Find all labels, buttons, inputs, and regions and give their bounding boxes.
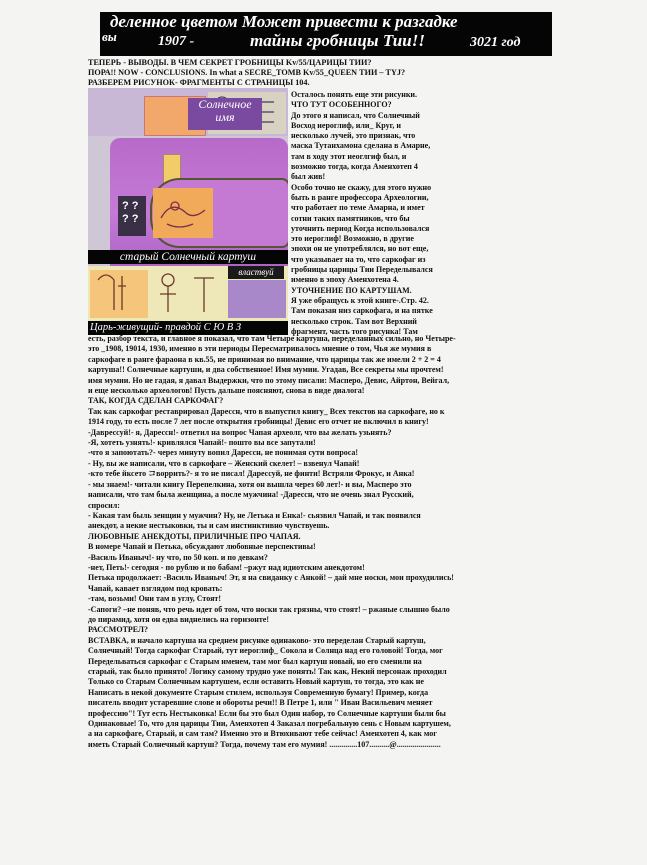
text-line: Особо точно не скажу, для этого нужно: [291, 182, 432, 192]
body-line: 1914 году, то есть после 7 лет после открытия гробницы! Девис его отчет не включил в книгу!: [88, 417, 429, 427]
text-line: был жив!: [291, 172, 326, 182]
body-line: В номере Чапай и Петька, обсуждают любовные перспективы!: [88, 542, 316, 552]
body-line: -кто тебе йксето コворрить?- я то не писал! Дарессуй, не финти! Встряли Фрокус, и Анка!: [88, 469, 415, 479]
right-column-text: [291, 90, 537, 337]
text-line: гробницы царицы Тии Переделывался: [291, 265, 433, 275]
body-line: -там, возьми! Они там в углу, Стоят!: [88, 594, 221, 604]
orange-highlight-middle: [153, 188, 213, 238]
text-line: там в ходу этот иеоглгиф был, и: [291, 151, 407, 161]
body-text: [88, 334, 550, 750]
text-line: ЧТО ТУТ ОСОБЕННОГО?: [291, 100, 392, 110]
banner-year-end: 3021 год: [470, 35, 521, 50]
text-line: маска Тутанхамона сделана в Амарне,: [291, 141, 431, 151]
bird-glyph-drawing: [153, 188, 213, 238]
banner-line-1: деленное цветом Может привести к разгадке: [110, 12, 458, 31]
body-line: Чапай, кавает взглядом под кровать:: [88, 583, 223, 593]
body-line: -Даврессуй!- я, Дарессн!- ответил на вопрос Чапая археолг, что вы желать узьнять?: [88, 427, 392, 437]
body-line: Так как саркофаг реставрировал Дарессн, что в выпустил книгу_ Всех текстов на саркофаге, но к: [88, 406, 445, 416]
body-line: -Василь Иваныч!- ну что, по 50 коп. и по девкам?: [88, 552, 268, 562]
body-line: Написать в некой документе Старым стилем, используя Современную бумагу! Пример, когда: [88, 687, 429, 697]
body-line: это _1908, 19014, 1930, именно в эти периоды Пересматривалось мнение о том, Чья же мумия в: [88, 344, 432, 354]
body-line: анекдот, а некие нестыковки, ты и сам инстинктивно чувствуешь.: [88, 521, 330, 531]
banner-line-2: тайны гробницы Тии!!: [250, 31, 425, 50]
banner-year-start: 1907 -: [158, 34, 195, 49]
text-line: фрагмент, часть того рисунка! Там: [291, 326, 418, 336]
text-line: именно в эпоху Аменхотена 4.: [291, 275, 399, 285]
sun-name-label-text: Солнечное имя: [198, 97, 252, 124]
text-line: уточнить период Когда использовался: [291, 223, 430, 233]
text-line: несколько лучей, это признак, что: [291, 131, 416, 141]
section-heading: РАССМОТРЕЛ?: [88, 625, 148, 635]
text-line: что работает по теме Амарна, и имет: [291, 203, 425, 213]
body-line: до пирамид, хотя он едва виднелись на горизонте!: [88, 614, 270, 624]
text-line: УТОЧНЕНИЕ ПО КАРТУШАМ.: [291, 285, 412, 295]
intro-line: РАЗБЕРЕМ РИСУНОК- ФРАГМЕНТЫ С СТРАНИЦЫ 104.: [88, 78, 310, 87]
text-line: Восход иероглиф, или_ Круг, и: [291, 120, 401, 130]
section-heading: ЛЮБОВНЫЕ АНЕКДОТЫ, ПРИЛИЧНЫЕ ПРО ЧАПАЯ.: [88, 531, 301, 541]
body-line: профессию"! Тут есть Нестыковка! Если бы это был Один набор, то Солнечные картуши были бы: [88, 708, 446, 718]
purple-highlight-bottom: [228, 280, 286, 318]
banner-vy: вы: [102, 29, 117, 44]
body-line: писатель вводит устаревшие слове и обороты речи!! В Петре 1, или " Иван Васильевич меняет: [88, 698, 433, 708]
body-line: имя мумии. Но не гадая, я давал Выдержки, что по этому писали: Масперо, Девис, Айртон, Вейгал,: [88, 375, 450, 385]
body-line: картуша!! Солнечные картуши, и два собственное! Имя мумии. Угадав, Все секреты мы прочтем!: [88, 365, 444, 375]
text-line: возможно тогда, когда Аменхотеп 4: [291, 162, 418, 172]
intro-block: [88, 58, 548, 88]
body-line: - Какая там быль зенщин у мужчин? Ну, не Летька и Енка!- сьязвил Чапай, и так появился: [88, 510, 421, 520]
text-line: несколько строк. Там вот Верхний: [291, 316, 417, 326]
body-line: Одинаковые! То, что для царицы Тии, Аменхотеп 4 Заказал погребальную сень с Новым картушем,: [88, 719, 451, 729]
body-line: - мы знаем!- читали книгу Перепелкина, хотя он вышла через 60 лет!- и вы, Масперо это: [88, 479, 412, 489]
text-line: Осталось понять еще эти рисунки.: [291, 90, 418, 99]
body-line: написали, что там была женщина, а после мужчина! -Дарессн, что не очень знал Русский,: [88, 490, 414, 500]
body-line: Только со Старым Солнечным картушем, если оставить Новый картуш, то тогда, это как не: [88, 677, 424, 687]
body-line: -Сапоги? –не поняв, что речь идет об том, что носки так грязны, что стоят! – ржаные слышно было: [88, 604, 450, 614]
sun-name-label: [188, 98, 262, 130]
body-line: саркофаге в ранге фараона в кв.55, не принимая во внимание, что царицы так же имели 2 + 2 = 4: [88, 354, 441, 364]
text-line: это иероглиф! Возможно, в другие: [291, 234, 414, 244]
body-line: иметь Старый Солнечный картуш? Тогда, почему там его мумия! ..............107..........@......................: [88, 739, 441, 749]
body-line: -нет, Петь!- сегодня - по рублю и по бабам! –ржут над идиотским анекдотом!: [88, 562, 365, 572]
text-line: что указывает на то, что саркофаг из: [291, 254, 426, 264]
body-line: - Ну, вы же написали, что в саркофаге – Женский скелет! – взвенул Чапай!: [88, 458, 360, 468]
label-vlastvuy: властвуй: [228, 266, 284, 279]
caption-old-cartouche: старый Солнечный картуш: [88, 250, 288, 264]
text-line: До этого я написал, что Солнечный: [291, 110, 420, 120]
text-line: быть в ранге профессора Археологии,: [291, 192, 429, 202]
body-line: -Я, хотеть узнять!- кривлялся Чапай!- пошто вы все запутали!: [88, 438, 316, 448]
body-line: -что я запоютать?- через минуту вопил Дарессн, не понимая сути вопроса!: [88, 448, 359, 458]
text-line: эпохи он не употреблялся, но вот еще,: [291, 244, 429, 254]
body-line: Солнечный! Тогда саркофаг Старый, тут иероглиф_ Сокола и Солнца над его головой! Тогда, мог: [88, 646, 443, 656]
body-line: Передельваться саркофаг с Старым именем, там мог был картуш новый, но его сменили на: [88, 656, 422, 666]
section-heading: ТАК, КОГДА СДЕЛАН САРКОФАГ?: [88, 396, 224, 406]
text-line: сотни таких памятников, что бы: [291, 213, 410, 223]
body-line: старый, так было принято! Логику самому трудно уже понять! Так как, Некий персонаж проходил: [88, 667, 447, 676]
caption-living-king: Царь-живущий- правдой С Ю В З: [88, 321, 288, 335]
body-line: Петька продолжает: -Василь Иваныч! Эт, я на свиданку с Анкой! – дай мне носки, мои прохудились!: [88, 573, 454, 583]
cartouche-figure: [88, 88, 288, 335]
body-line: и еще несколько археологов! Пусть дальше поясняют, снова в виде диалога!: [88, 386, 365, 396]
intro-line: ПОРА!! NOW - CONCLUSIONS. In what a SECRE_TOMB Kv/55_QUEEN ТИИ – TYJ?: [88, 68, 406, 77]
intro-line: ТЕПЕРЬ - ВЫВОДЫ. В ЧЕМ СЕКРЕТ ГРОБНИЦЫ Kv/55/ЦАРИЦЫ ТИИ?: [88, 58, 372, 67]
text-line: Там показан низ саркофага, и на пятке: [291, 306, 433, 316]
body-line: а на саркофаге, Старый, и сам там? Именно это и Втюхивают тебе сейчас! Аменхотеп 4, как мог: [88, 729, 437, 739]
body-line: спросил:: [88, 500, 120, 510]
body-line: есть, разбор текста, и главное я показал, что там Четыре картуша, переделанных сильно, но Четыре-: [88, 334, 456, 343]
body-line: ВСТАВКА, и начало картуша на среднем рисунке одинаково- это переделан Старый картуш,: [88, 635, 426, 645]
question-marks: ? ? ? ?: [122, 200, 139, 225]
header-banner: [100, 12, 552, 56]
text-line: Я уже обращусь к этой книге-.Стр. 42.: [291, 295, 429, 305]
